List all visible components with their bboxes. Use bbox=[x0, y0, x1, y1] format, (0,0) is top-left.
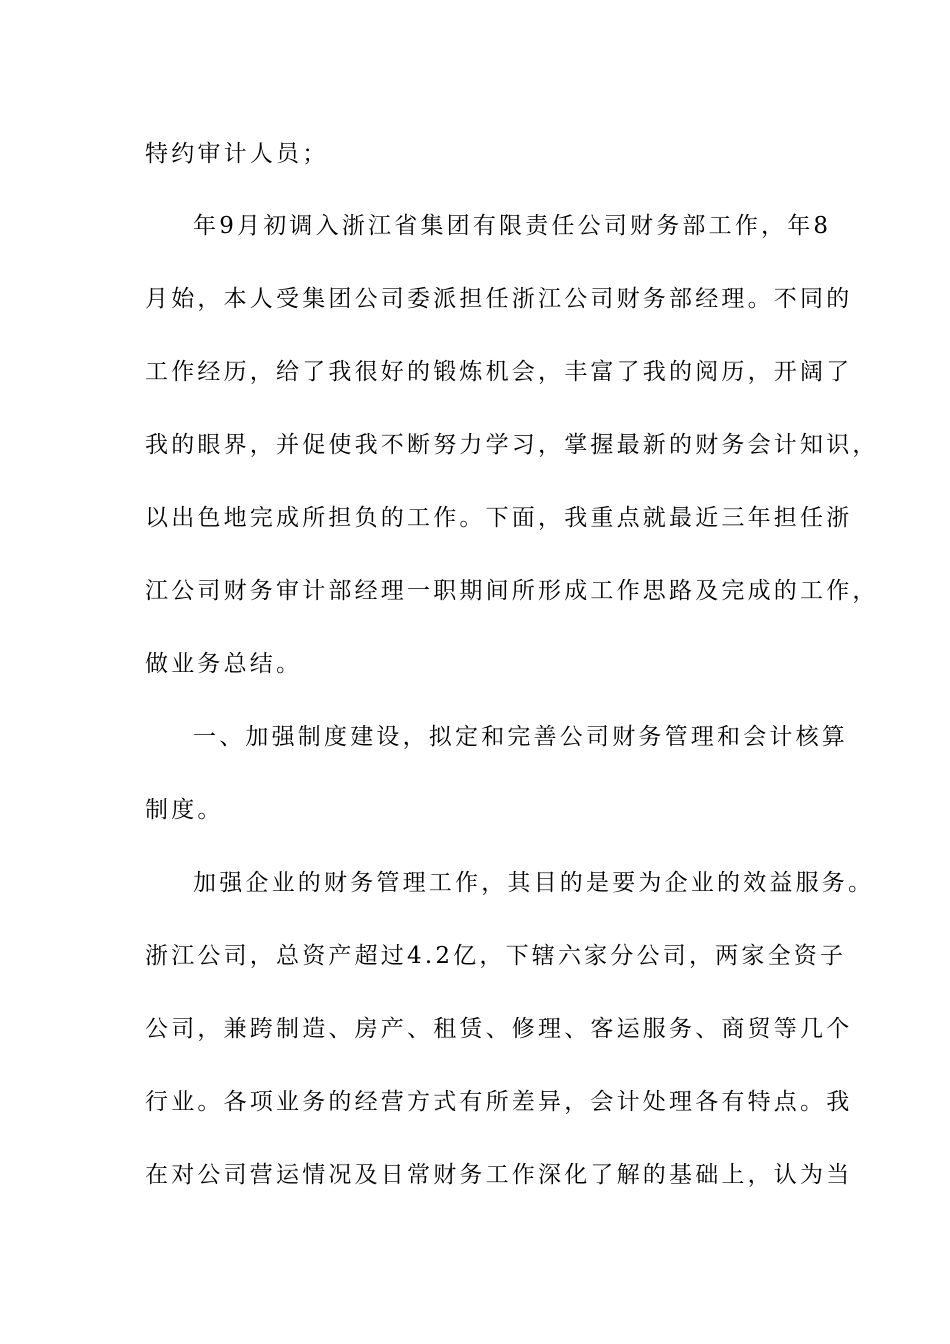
text-line: 江公司财务审计部经理一职期间所形成工作思路及完成的工作， bbox=[145, 578, 879, 604]
text-line: 工作经历，给了我很好的锻炼机会，丰富了我的阅历，开阔了 bbox=[145, 359, 853, 385]
text-line: 以出色地完成所担负的工作。下面，我重点就最近三年担任浙 bbox=[145, 505, 853, 531]
text-line: 浙江公司，总资产超过4.2亿，下辖六家分公司，两家全资子 bbox=[145, 943, 847, 969]
text-line: 年9月初调入浙江省集团有限责任公司财务部工作，年8 bbox=[193, 213, 832, 239]
text-line: 行业。各项业务的经营方式有所差异，会计处理各有特点。我 bbox=[145, 1089, 853, 1115]
section-heading: 一、加强制度建设，拟定和完善公司财务管理和会计核算 bbox=[193, 724, 848, 750]
text-line: 在对公司营运情况及日常财务工作深化了解的基础上，认为当 bbox=[145, 1162, 853, 1188]
text-line: 我的眼界，并促使我不断努力学习，掌握最新的财务会计知识， bbox=[145, 432, 879, 458]
text-line: 公司，兼跨制造、房产、租赁、修理、客运服务、商贸等几个 bbox=[145, 1016, 853, 1042]
text-line: 加强企业的财务管理工作，其目的是要为企业的效益服务。 bbox=[193, 870, 875, 896]
text-line: 月始，本人受集团公司委派担任浙江公司财务部经理。不同的 bbox=[145, 286, 853, 312]
text-line: 做业务总结。 bbox=[145, 651, 303, 677]
section-heading-continued: 制度。 bbox=[145, 797, 224, 823]
text-line: 特约审计人员； bbox=[145, 141, 329, 167]
